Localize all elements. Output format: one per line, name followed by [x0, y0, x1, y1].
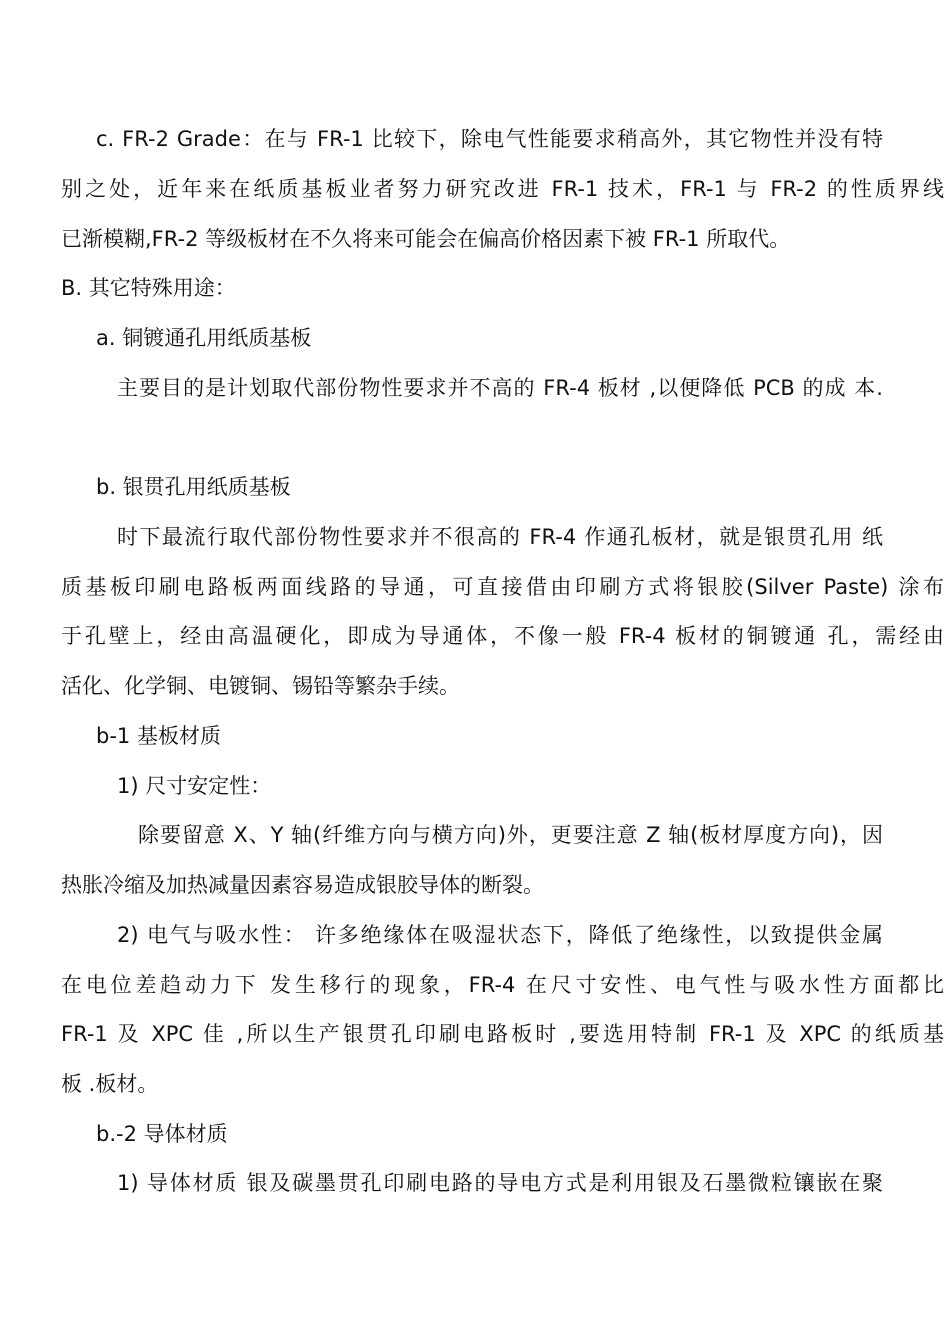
subsection-heading: a. 铜镀通孔用纸质基板 [96, 326, 312, 350]
paragraph-line: 别之处，近年来在纸质基板业者努力研究改进 FR-1 技术，FR-1 与 FR-2 的性质界线 [61, 177, 944, 201]
paragraph-line: 1) 导体材质 银及碳墨贯孔印刷电路的导电方式是利用银及石墨微粒镶嵌在聚 [117, 1171, 883, 1195]
paragraph-line: 活化、化学铜、电镀铜、锡铅等繁杂手续。 [61, 674, 460, 698]
section-heading: B. 其它特殊用途： [61, 276, 236, 300]
paragraph-line: 时下最流行取代部份物性要求并不很高的 FR-4 作通孔板材，就是银贯孔用 纸 [117, 525, 883, 549]
paragraph-line: 热胀冷缩及加热减量因素容易造成银胶导体的断裂。 [61, 873, 544, 897]
paragraph-line: 质基板印刷电路板两面线路的导通，可直接借由印刷方式将银胶(Silver Paste) 涂布 [61, 575, 944, 599]
paragraph-line: c. FR-2 Grade：在与 FR-1 比较下，除电气性能要求稍高外，其它物性并没有特 [96, 127, 883, 151]
paragraph-line: FR-1 及 XPC 佳 ,所以生产银贯孔印刷电路板时 ,要选用特制 FR-1 及 XPC 的纸质基 [61, 1022, 944, 1046]
subsection-heading: b. 银贯孔用纸质基板 [96, 475, 291, 499]
subsection-heading: b.-2 导体材质 [96, 1122, 228, 1146]
paragraph-line: 已渐模糊,FR-2 等级板材在不久将来可能会在偏高价格因素下被 FR-1 所取代。 [61, 227, 791, 251]
paragraph-line: 除要留意 X、Y 轴(纤维方向与横方向)外，更要注意 Z 轴(板材厚度方向)，因 [138, 823, 883, 847]
paragraph-line: 板 .板材。 [61, 1072, 159, 1096]
paragraph-line: 2) 电气与吸水性： 许多绝缘体在吸湿状态下，降低了绝缘性，以致提供金属 [117, 923, 883, 947]
paragraph-line: 主要目的是计划取代部份物性要求并不高的 FR-4 板材 ,以便降低 PCB 的成 本. [117, 376, 883, 400]
paragraph-line: 在电位差趋动力下 发生移行的现象，FR-4 在尺寸安性、电气性与吸水性方面都比 [61, 973, 944, 997]
subsection-heading: b-1 基板材质 [96, 724, 221, 748]
paragraph-line: 于孔壁上，经由高温硬化，即成为导通体，不像一般 FR-4 板材的铜镀通 孔，需经由 [61, 624, 944, 648]
list-item-heading: 1) 尺寸安定性： [117, 774, 272, 798]
